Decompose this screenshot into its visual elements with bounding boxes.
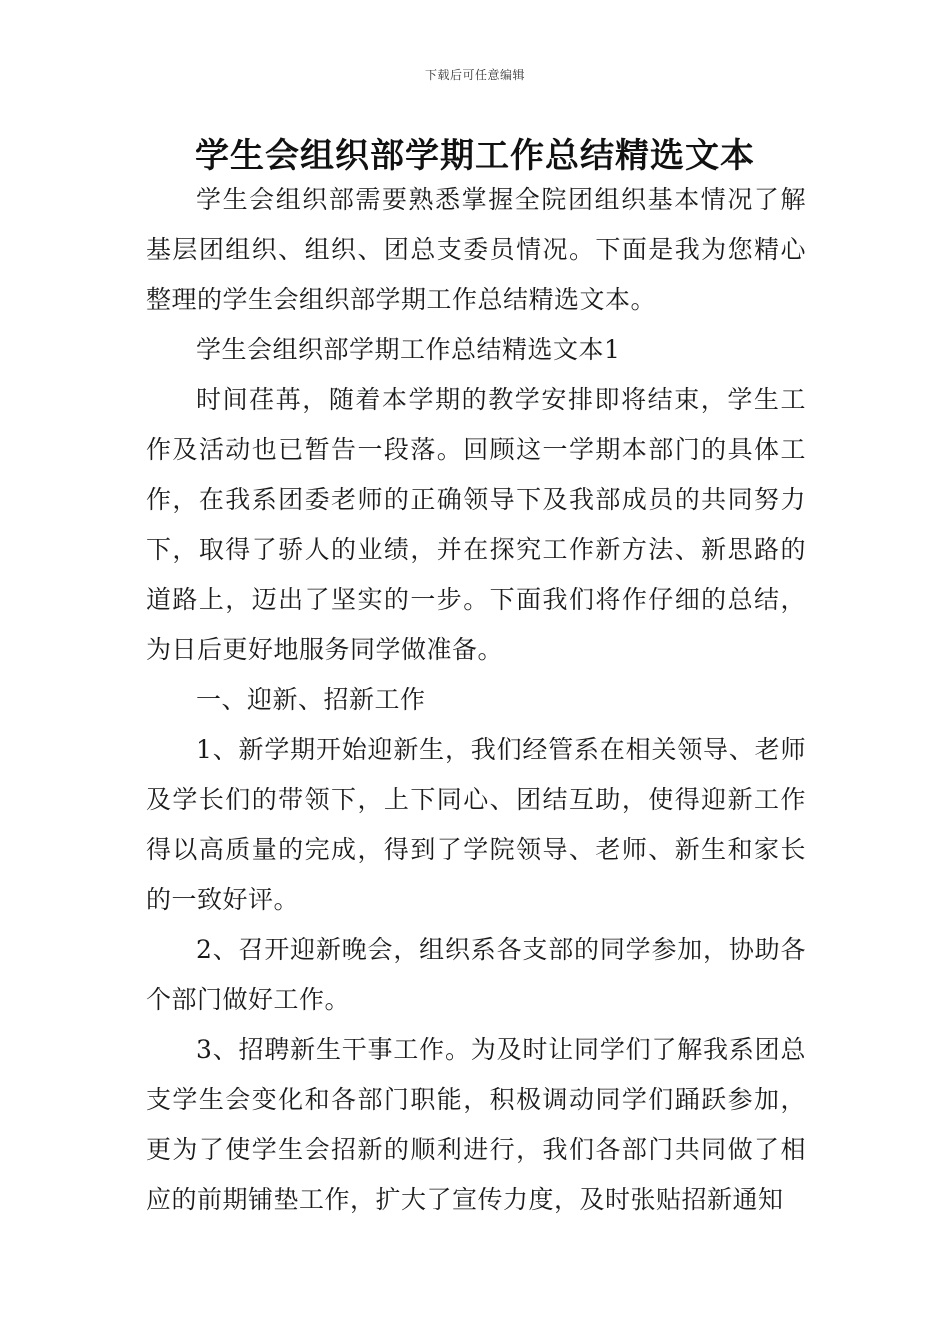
paragraph-item-3: 3、招聘新生干事工作。为及时让同学们了解我系团总支学生会变化和各部门职能，积极调动同学们踊跃参加，更为了使学生会招新的顺利进行，我们各部门共同做了相应的前期铺垫工作，扩大了宣传力度，及时张贴招新通知 bbox=[146, 1035, 806, 1214]
document-body bbox=[146, 175, 806, 1225]
paragraph-item-1: 1、新学期开始迎新生，我们经管系在相关领导、老师及学长们的带领下，上下同心、团结互助，使得迎新工作得以高质量的完成，得到了学院领导、老师、新生和家长的一致好评。 bbox=[146, 735, 806, 914]
paragraph-section-heading: 学生会组织部学期工作总结精选文本1 bbox=[196, 335, 621, 364]
paragraph-item-2: 2、召开迎新晚会，组织系各支部的同学参加，协助各个部门做好工作。 bbox=[146, 935, 806, 1014]
header-note: 下载后可任意编辑 bbox=[424, 68, 525, 82]
paragraph-subheading: 一、迎新、招新工作 bbox=[196, 685, 426, 714]
document-title: 学生会组织部学期工作总结精选文本 bbox=[195, 136, 755, 176]
paragraph-review: 时间荏苒，随着本学期的教学安排即将结束，学生工作及活动也已暂告一段落。回顾这一学期本部门的具体工作，在我系团委老师的正确领导下及我部成员的共同努力下，取得了骄人的业绩，并在探究工作新方法、新思路的道路上，迈出了坚实的一步。下面我们将作仔细的总结，为日后更好地服务同学做准备。 bbox=[146, 385, 806, 664]
paragraph-intro: 学生会组织部需要熟悉掌握全院团组织基本情况了解基层团组织、组织、团总支委员情况。下面是我为您精心整理的学生会组织部学期工作总结精选文本。 bbox=[146, 185, 806, 314]
